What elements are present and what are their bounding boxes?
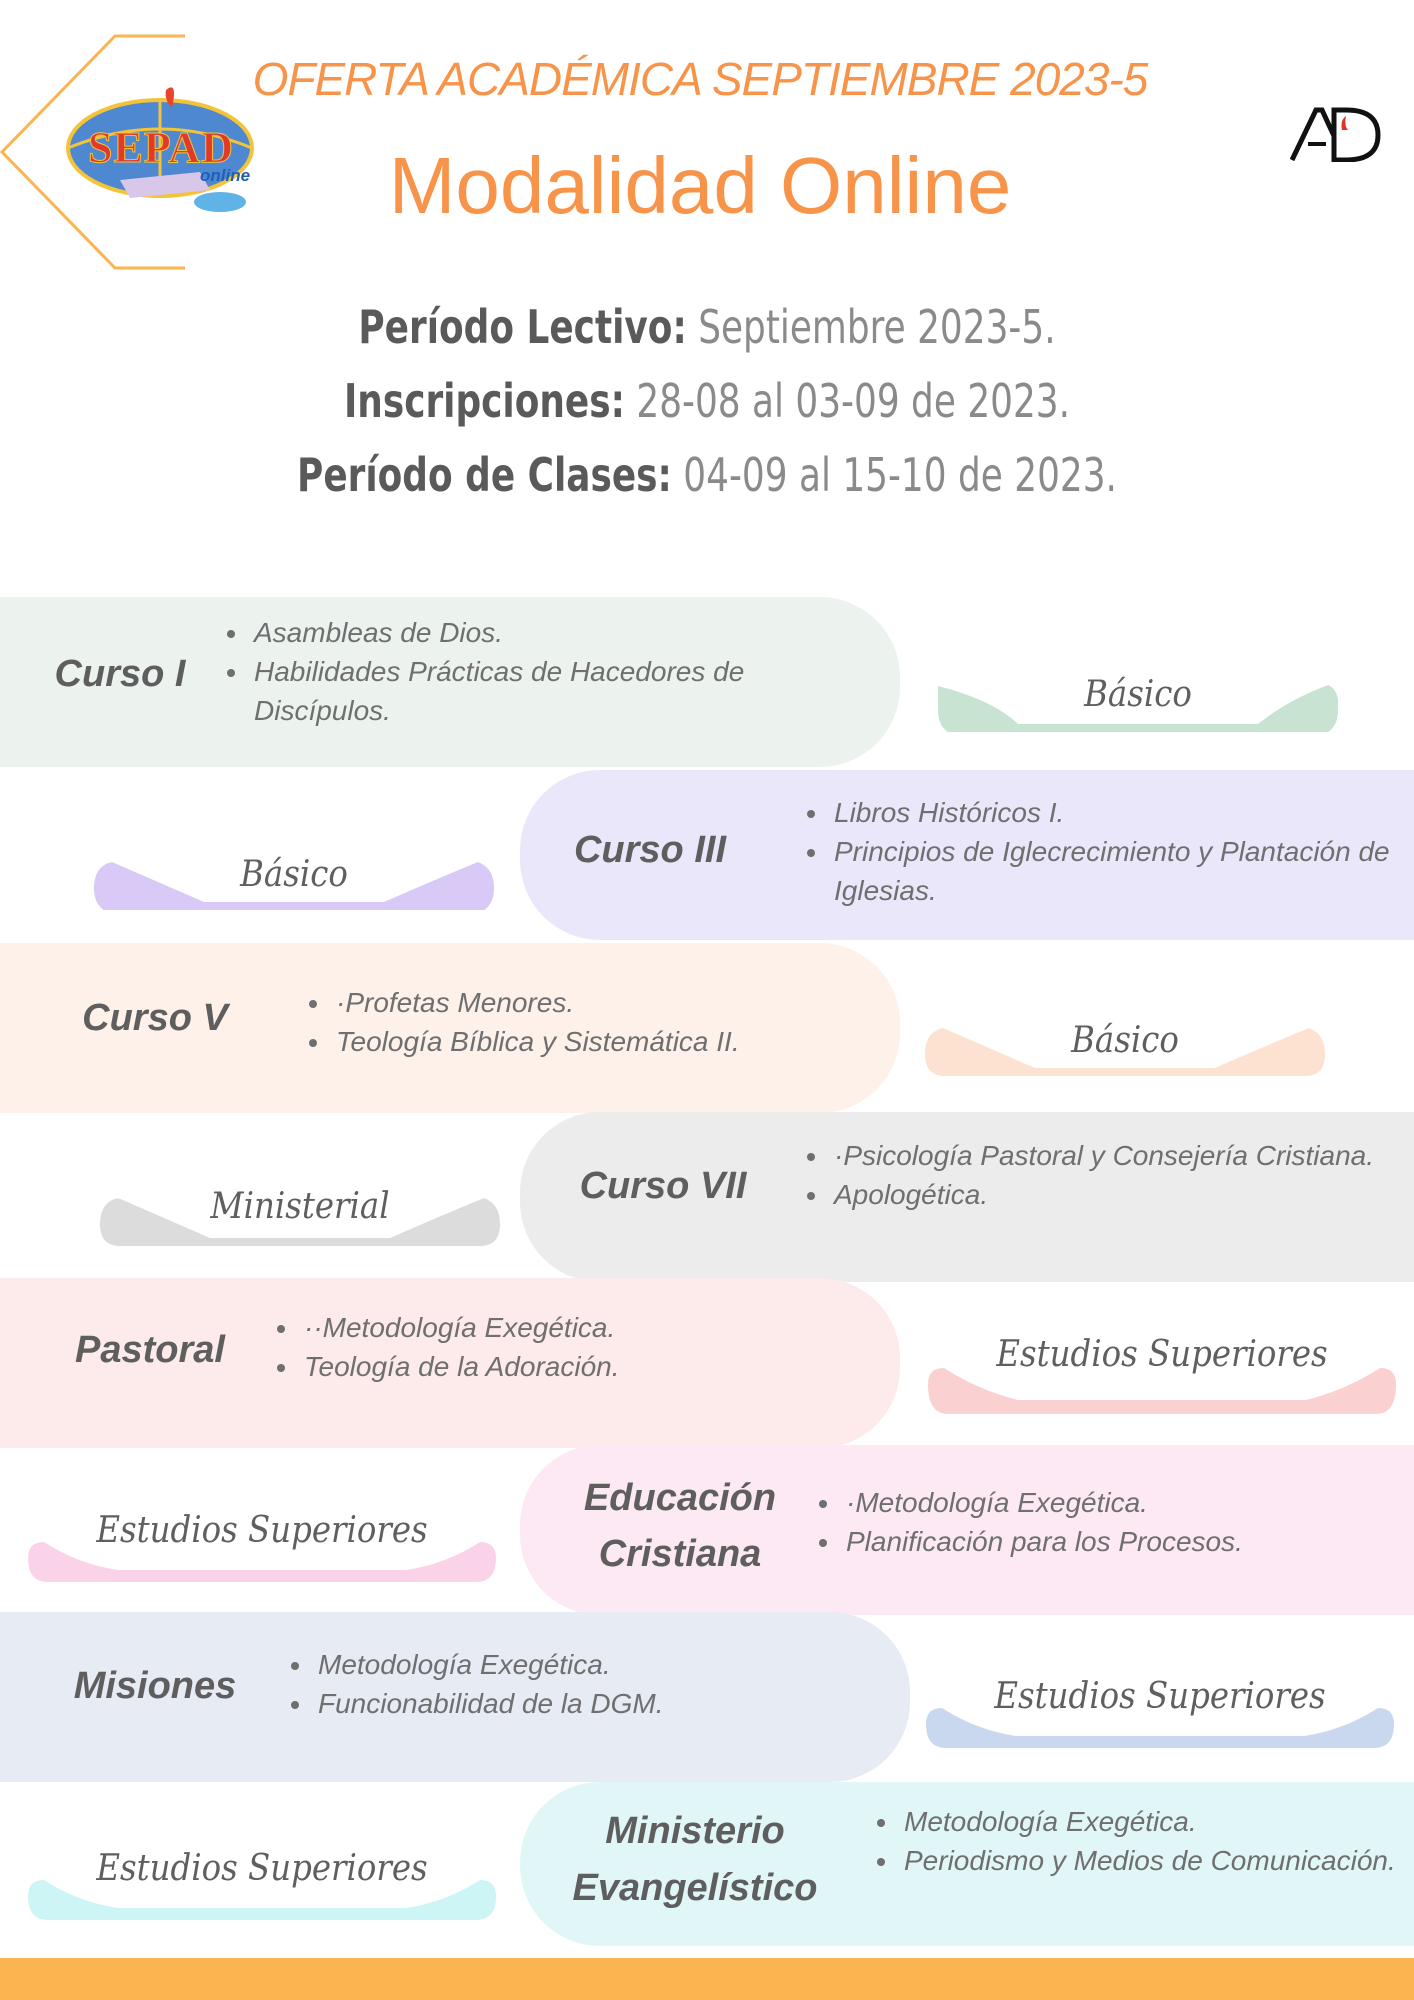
course-subject: • Asambleas de Dios. [250,613,850,652]
course-title: Curso I [54,653,186,695]
course-title: Curso V [82,997,228,1039]
info-label: Inscripciones: [343,374,625,428]
level-ribbon [28,1848,496,1926]
info-periodo-clases [156,448,1259,502]
level-ribbon [28,1510,496,1588]
level-label: Estudios Superiores [996,1334,1328,1375]
course-subject: • ·Psicología Pastoral y Consejería Cristiana. [830,1136,1390,1175]
info-value: Septiembre 2023-5. [686,300,1056,354]
course-subject: • Periodismo y Medios de Comunicación. [900,1841,1414,1880]
info-value: 28-08 al 03-09 de 2023. [624,374,1071,428]
course-title-line1: Ministerio [605,1810,785,1852]
level-ribbon [94,854,494,910]
course-subject: • Principios de Iglecrecimiento y Plantación de Iglesias. [830,832,1414,910]
page-title: Modalidad Online [388,141,1012,230]
course-subject: • Teología Bíblica y Sistemática II. [332,1022,932,1061]
level-ribbon [100,1186,500,1246]
ad-logo-text [1290,100,1291,101]
course-subject: • Libros Históricos I. [830,793,1414,832]
logo-text: SEPAD [88,123,234,172]
course-subject: • Funcionabilidad de la DGM. [314,1684,914,1723]
level-ribbon [926,1676,1394,1754]
level-label: Ministerial [210,1186,390,1227]
logo-subtext: online [200,166,251,185]
course-subject: • ··Metodología Exegética. [300,1308,900,1347]
info-periodo-lectivo [156,300,1259,354]
course-title: Curso III [573,829,727,871]
course-subject: • Teología de la Adoración. [300,1347,900,1386]
course-subject-list [220,613,850,730]
course-title-line1: Educación [583,1477,777,1519]
course-subject: • Planificación para los Procesos. [842,1522,1414,1561]
level-label: Estudios Superiores [96,1848,428,1889]
course-title-line2: Evangelístico [572,1867,818,1909]
info-label: Período Lectivo: [358,300,687,354]
course-subject-list [302,983,932,1061]
offer-title: OFERTA ACADÉMICA SEPTIEMBRE 2023-5 [252,53,1148,105]
course-subject-list [800,793,1414,910]
info-value: 04-09 al 15-10 de 2023. [671,448,1117,502]
course-subject-list [812,1483,1414,1561]
course-subject: • ·Metodología Exegética. [842,1483,1414,1522]
course-subject: • Metodología Exegética. [900,1802,1414,1841]
course-subject-list [800,1136,1390,1214]
level-ribbon [925,1020,1325,1076]
course-subject-list [284,1645,914,1723]
course-title-line2: Cristiana [598,1533,762,1575]
level-label: Básico [1071,1020,1179,1061]
level-ribbon [928,1334,1396,1414]
course-title: Pastoral [75,1329,225,1371]
course-subject-list [870,1802,1414,1880]
level-label: Básico [240,854,348,895]
course-title: Curso VII [579,1165,747,1207]
level-label: Estudios Superiores [994,1676,1326,1717]
course-title: Misiones [73,1665,237,1707]
course-subject: • Metodología Exegética. [314,1645,914,1684]
level-ribbon [938,674,1338,732]
level-label: Básico [1084,674,1192,715]
course-subject: • Habilidades Prácticas de Hacedores de Discípulos. [250,652,850,730]
footer-bar [0,1958,1414,2000]
level-label: Estudios Superiores [96,1510,428,1551]
ad-logo-icon [1290,106,1382,162]
info-label: Período de Clases: [297,448,672,502]
info-inscripciones [156,374,1259,428]
course-subject: • Apologética. [830,1175,1390,1214]
course-subject-list [270,1308,900,1386]
course-subject: • ·Profetas Menores. [332,983,932,1022]
